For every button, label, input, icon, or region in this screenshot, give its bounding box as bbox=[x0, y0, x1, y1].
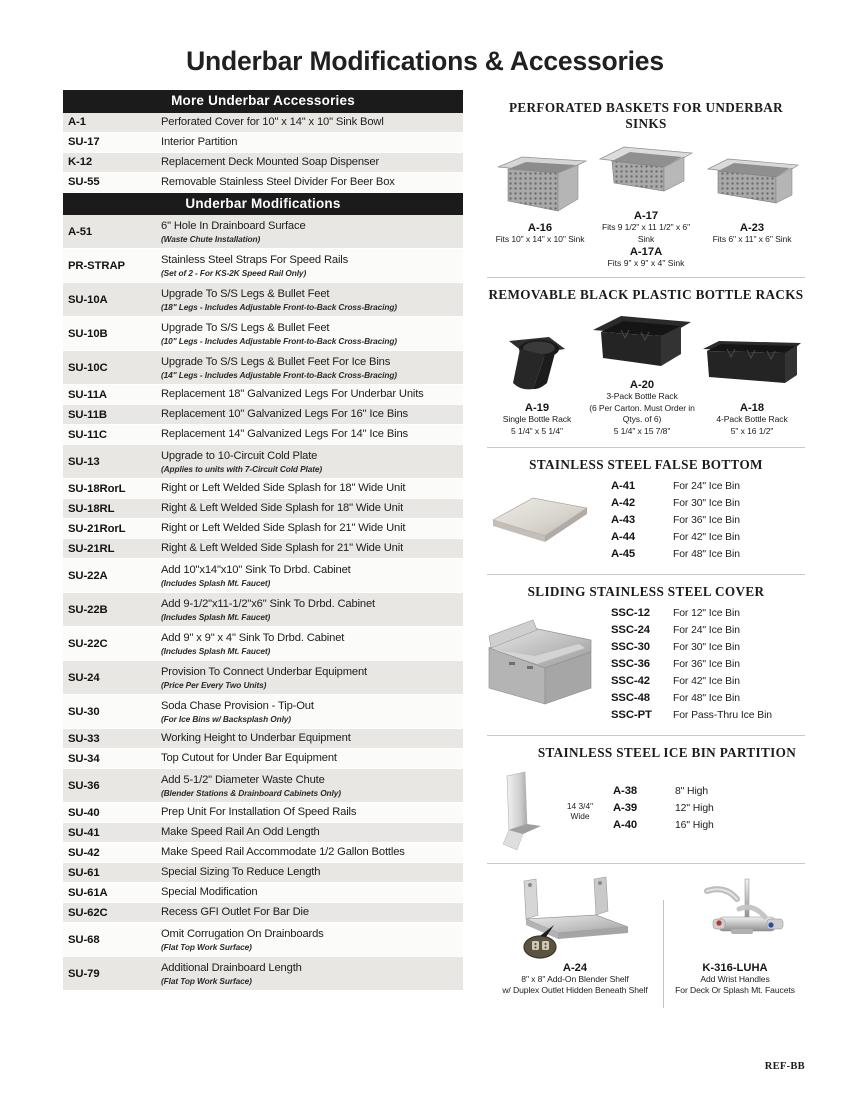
spec-description: For 36" Ice Bin bbox=[673, 658, 740, 670]
row-description bbox=[161, 825, 463, 839]
table-more-underbar-accessories bbox=[63, 90, 463, 193]
right-products-column bbox=[487, 100, 805, 997]
row-desc-main: Replacement 14" Galvanized Legs For 14" Ice Bins bbox=[161, 428, 409, 441]
spec-description: For 24" Ice Bin bbox=[673, 480, 740, 492]
row-description bbox=[161, 287, 463, 312]
table-row[interactable] bbox=[63, 843, 463, 863]
row-description bbox=[161, 449, 463, 474]
product-caption: Fits 10" x 14" x 10" Sink bbox=[495, 233, 585, 244]
false-bottom-spec-list bbox=[611, 480, 740, 565]
row-code: SU-61A bbox=[68, 886, 108, 899]
section-perforated-baskets bbox=[487, 100, 805, 268]
row-desc-main: Add 10"x14"x10" Sink To Drbd. Cabinet bbox=[161, 564, 351, 577]
row-description bbox=[161, 321, 463, 346]
spec-code: A-41 bbox=[611, 479, 636, 492]
sliding-cover-ice-bin-image bbox=[487, 618, 595, 714]
table-row[interactable] bbox=[63, 559, 463, 593]
row-desc-main: Perforated Cover for 10" x 14" x 10" Sink Bowl bbox=[161, 115, 384, 128]
product-code: A-20 bbox=[629, 379, 655, 392]
row-desc-main: Right & Left Welded Side Splash for 18" Wide Unit bbox=[161, 502, 404, 515]
row-code: PR-STRAP bbox=[68, 259, 125, 272]
row-description bbox=[161, 631, 463, 656]
table-underbar-modifications bbox=[63, 193, 463, 992]
page-title: Underbar Modifications & Accessories bbox=[186, 46, 664, 76]
row-code: SU-11A bbox=[68, 388, 107, 401]
product-caption: Fits 6" x 11" x 6" Sink bbox=[712, 233, 792, 244]
blender-shelf-image bbox=[510, 873, 640, 959]
sliding-cover-item[interactable] bbox=[611, 692, 772, 704]
row-description bbox=[161, 885, 463, 899]
spec-code: A-42 bbox=[611, 496, 636, 509]
row-desc-note: (Includes Splash Mt. Faucet) bbox=[161, 645, 271, 656]
row-desc-note: (Price Per Every Two Units) bbox=[161, 679, 267, 690]
row-desc-main: Recess GFI Outlet For Bar Die bbox=[161, 906, 309, 919]
table-row[interactable] bbox=[63, 113, 463, 133]
row-code: SU-17 bbox=[68, 136, 100, 149]
product-a23 bbox=[699, 151, 805, 246]
row-description bbox=[161, 175, 463, 189]
row-desc-main: Right or Left Welded Side Splash for 21" Wide Unit bbox=[161, 522, 406, 535]
product-a24 bbox=[487, 873, 663, 997]
spec-description: For 36" Ice Bin bbox=[673, 514, 740, 526]
row-description bbox=[161, 219, 463, 244]
spec-code: SSC-36 bbox=[611, 657, 650, 670]
spec-description: For Pass-Thru Ice Bin bbox=[673, 709, 772, 721]
row-code: SU-11B bbox=[68, 408, 107, 421]
row-code: K-12 bbox=[68, 156, 93, 169]
row-desc-main: Additional Drainboard Length bbox=[161, 962, 302, 975]
table-row[interactable] bbox=[63, 883, 463, 903]
single-bottle-rack-image bbox=[487, 333, 587, 399]
table-row[interactable] bbox=[63, 769, 463, 803]
row-desc-main: Right & Left Welded Side Splash for 21" Wide Unit bbox=[161, 542, 404, 555]
table-row[interactable] bbox=[63, 957, 463, 991]
section-title-ice-bin-partition: STAINLESS STEEL ICE BIN PARTITION bbox=[537, 744, 797, 760]
false-bottom-item[interactable] bbox=[611, 548, 740, 560]
sliding-cover-item[interactable] bbox=[611, 641, 772, 653]
section-title-bottle-racks: REMOVABLE BLACK PLASTIC BOTTLE RACKS bbox=[488, 287, 804, 303]
section-title-sliding-cover: SLIDING STAINLESS STEEL COVER bbox=[527, 583, 765, 599]
ice-bin-partition-image bbox=[487, 768, 557, 854]
table-row[interactable] bbox=[63, 539, 463, 559]
row-code: SU-41 bbox=[68, 826, 100, 839]
row-desc-main: Working Height to Underbar Equipment bbox=[161, 732, 351, 745]
row-desc-main: Upgrade To S/S Legs & Bullet Feet bbox=[161, 322, 330, 335]
row-code: SU-30 bbox=[68, 705, 100, 718]
row-code: SU-10B bbox=[68, 327, 108, 340]
false-bottom-item[interactable] bbox=[611, 514, 740, 526]
row-description bbox=[161, 253, 463, 278]
perforated-basket-a16-image bbox=[488, 151, 592, 219]
product-caption-line: 5 1/4" x 15 7/8" bbox=[613, 425, 671, 436]
row-description bbox=[161, 773, 463, 798]
row-desc-main: Prep Unit For Installation Of Speed Rails bbox=[161, 806, 357, 819]
product-code: A-16 bbox=[527, 221, 553, 234]
row-description bbox=[161, 427, 463, 441]
spec-code: A-38 bbox=[613, 785, 638, 798]
row-desc-note: (Includes Splash Mt. Faucet) bbox=[161, 577, 271, 588]
row-code: SU-61 bbox=[68, 866, 100, 879]
product-code: A-18 bbox=[739, 402, 765, 415]
spec-description: For 48" Ice Bin bbox=[673, 692, 740, 704]
table-row[interactable] bbox=[63, 425, 463, 445]
partition-item[interactable] bbox=[613, 802, 714, 814]
row-description bbox=[161, 541, 463, 555]
row-description bbox=[161, 731, 463, 745]
table-row[interactable] bbox=[63, 749, 463, 769]
row-code: SU-42 bbox=[68, 846, 100, 859]
product-caption-line: 5 1/4" x 5 1/4" bbox=[511, 425, 563, 436]
table-row[interactable] bbox=[63, 661, 463, 695]
product-caption-line: Single Bottle Rack bbox=[502, 414, 572, 425]
spec-description: For 48" Ice Bin bbox=[673, 548, 740, 560]
row-desc-main: Add 9" x 9" x 4" Sink To Drbd. Cabinet bbox=[161, 632, 345, 645]
partition-width-line2: Wide bbox=[570, 810, 590, 821]
perforated-basket-a23-image bbox=[700, 151, 804, 219]
spec-code: SSC-42 bbox=[611, 674, 650, 687]
table-row[interactable] bbox=[63, 385, 463, 405]
table-row[interactable] bbox=[63, 283, 463, 317]
row-description bbox=[161, 865, 463, 879]
sliding-cover-item[interactable] bbox=[611, 658, 772, 670]
product-caption-line: 5" x 16 1/2" bbox=[730, 425, 774, 436]
row-description bbox=[161, 115, 463, 129]
row-desc-main: Upgrade To S/S Legs & Bullet Feet For Ice Bins bbox=[161, 356, 391, 369]
footer-reference-code: REF-BB bbox=[764, 1061, 805, 1072]
product-caption-line: 4-Pack Bottle Rack bbox=[716, 414, 788, 425]
partition-item[interactable] bbox=[613, 819, 714, 831]
row-code: SU-22B bbox=[68, 603, 108, 616]
ice-bin-partition-spec-list bbox=[613, 785, 714, 836]
table-row[interactable] bbox=[63, 519, 463, 539]
row-desc-note: (For Ice Bins w/ Backsplash Only) bbox=[161, 713, 291, 724]
row-code: SU-10A bbox=[68, 293, 108, 306]
row-description bbox=[161, 905, 463, 919]
row-description bbox=[161, 563, 463, 588]
row-desc-main: Add 5-1/2" Diameter Waste Chute bbox=[161, 774, 325, 787]
row-desc-main: Make Speed Rail Accommodate 1/2 Gallon Bottles bbox=[161, 846, 405, 859]
spec-code: A-45 bbox=[611, 547, 636, 560]
row-desc-note: (Includes Splash Mt. Faucet) bbox=[161, 611, 271, 622]
spec-code: SSC-24 bbox=[611, 623, 650, 636]
row-desc-main: Special Modification bbox=[161, 886, 258, 899]
product-a20 bbox=[587, 310, 697, 437]
spec-code: A-40 bbox=[613, 819, 638, 832]
bottom-products-divider bbox=[663, 900, 664, 1008]
table-row[interactable] bbox=[63, 923, 463, 957]
section-divider bbox=[487, 574, 805, 575]
row-desc-main: Upgrade to 10-Circuit Cold Plate bbox=[161, 450, 318, 463]
product-a16 bbox=[487, 151, 593, 246]
table-row[interactable] bbox=[63, 479, 463, 499]
product-code: A-23 bbox=[739, 221, 765, 234]
section-divider bbox=[487, 863, 805, 864]
row-code: A-1 bbox=[68, 116, 86, 129]
row-description bbox=[161, 501, 463, 515]
table-row[interactable] bbox=[63, 803, 463, 823]
row-desc-main: Provision To Connect Underbar Equipment bbox=[161, 666, 368, 679]
row-desc-main: Soda Chase Provision - Tip-Out bbox=[161, 700, 314, 713]
false-bottom-item[interactable] bbox=[611, 531, 740, 543]
perforated-basket-a17-image bbox=[594, 139, 698, 207]
row-code: SU-10C bbox=[68, 361, 108, 374]
section-ice-bin-partition bbox=[487, 745, 805, 854]
product-k316luha bbox=[665, 873, 805, 997]
spec-code: SSC-PT bbox=[611, 708, 652, 721]
row-code: SU-22C bbox=[68, 637, 108, 650]
table-row[interactable] bbox=[63, 173, 463, 193]
spec-code: SSC-12 bbox=[611, 606, 650, 619]
sliding-cover-item[interactable] bbox=[611, 675, 772, 687]
row-code: SU-21RL bbox=[68, 542, 115, 555]
row-desc-main: Top Cutout for Under Bar Equipment bbox=[161, 752, 337, 765]
spec-description: 12" High bbox=[675, 803, 714, 815]
section-divider bbox=[487, 277, 805, 278]
spec-description: For 30" Ice Bin bbox=[673, 497, 740, 509]
row-desc-main: Right or Left Welded Side Splash for 18" Wide Unit bbox=[161, 482, 406, 495]
partition-item[interactable] bbox=[613, 785, 714, 797]
row-code: SU-36 bbox=[68, 779, 100, 792]
table-row[interactable] bbox=[63, 627, 463, 661]
row-description bbox=[161, 845, 463, 859]
row-description bbox=[161, 155, 463, 169]
row-description bbox=[161, 751, 463, 765]
row-code: SU-33 bbox=[68, 732, 100, 745]
section-bottle-racks bbox=[487, 287, 805, 437]
spec-description: For 42" Ice Bin bbox=[673, 531, 740, 543]
false-bottom-item[interactable] bbox=[611, 480, 740, 492]
table-row[interactable] bbox=[63, 153, 463, 173]
row-description bbox=[161, 961, 463, 986]
product-code: A-17 bbox=[633, 210, 659, 222]
product-caption-line: Add Wrist Handles bbox=[700, 973, 770, 984]
row-description bbox=[161, 481, 463, 495]
table-row[interactable] bbox=[63, 903, 463, 923]
row-desc-note: (Flat Top Work Surface) bbox=[161, 975, 252, 986]
table-row[interactable] bbox=[63, 445, 463, 479]
row-code: SU-21RorL bbox=[68, 522, 126, 535]
table-row[interactable] bbox=[63, 499, 463, 519]
table-row[interactable] bbox=[63, 351, 463, 385]
product-a17 bbox=[593, 139, 699, 245]
row-desc-main: 6" Hole In Drainboard Surface bbox=[161, 220, 306, 233]
row-desc-note: (Applies to units with 7-Circuit Cold Plate) bbox=[161, 463, 323, 474]
spec-description: 16" High bbox=[675, 820, 714, 832]
row-desc-note: (Blender Stations & Drainboard Cabinets Only) bbox=[161, 787, 341, 798]
three-pack-bottle-rack-image bbox=[587, 310, 697, 376]
spec-code: SSC-30 bbox=[611, 640, 650, 653]
product-caption-line: 8" x 8" Add-On Blender Shelf bbox=[521, 973, 629, 984]
section-sliding-cover bbox=[487, 584, 805, 726]
product-caption-line: 3-Pack Bottle Rack bbox=[606, 391, 678, 402]
row-code: SU-22A bbox=[68, 569, 108, 582]
product-a19 bbox=[487, 333, 587, 437]
section-divider bbox=[487, 735, 805, 736]
row-desc-main: Removable Stainless Steel Divider For Beer Box bbox=[161, 175, 395, 188]
table-row[interactable] bbox=[63, 405, 463, 425]
product-code: A-24 bbox=[562, 961, 588, 974]
spec-description: For 12" Ice Bin bbox=[673, 607, 740, 619]
row-code: SU-34 bbox=[68, 752, 100, 765]
row-description bbox=[161, 665, 463, 690]
spec-description: 8" High bbox=[675, 786, 709, 798]
section-false-bottom bbox=[487, 457, 805, 565]
row-code: SU-40 bbox=[68, 806, 100, 819]
table-row[interactable] bbox=[63, 695, 463, 729]
row-desc-main: Stainless Steel Straps For Speed Rails bbox=[161, 254, 349, 267]
row-code: SU-68 bbox=[68, 933, 100, 946]
product-a17a bbox=[487, 246, 805, 268]
section-divider bbox=[487, 447, 805, 448]
spec-code: SSC-48 bbox=[611, 691, 650, 704]
table-row[interactable] bbox=[63, 215, 463, 249]
row-desc-note: (14" Legs - Includes Adjustable Front-to-Back Cross-Bracing) bbox=[161, 369, 397, 380]
sliding-cover-item[interactable] bbox=[611, 607, 772, 619]
product-a18 bbox=[697, 333, 807, 437]
row-desc-main: Omit Corrugation On Drainboards bbox=[161, 928, 324, 941]
row-code: SU-18RL bbox=[68, 502, 115, 515]
table-header-modifications: Underbar Modifications bbox=[63, 193, 463, 216]
row-code: A-51 bbox=[68, 225, 93, 238]
wrist-handle-faucet-image bbox=[679, 873, 791, 959]
product-caption: Fits 9 1/2" x 11 1/2" x 6" Sink bbox=[601, 222, 691, 244]
row-code: SU-55 bbox=[68, 176, 100, 189]
spec-description: For 24" Ice Bin bbox=[673, 624, 740, 636]
table-row[interactable] bbox=[63, 823, 463, 843]
row-desc-main: Upgrade To S/S Legs & Bullet Feet bbox=[161, 288, 330, 301]
row-desc-note: (Waste Chute Installation) bbox=[161, 233, 261, 244]
table-row[interactable] bbox=[63, 863, 463, 883]
table-row[interactable] bbox=[63, 133, 463, 153]
row-desc-note: (Flat Top Work Surface) bbox=[161, 941, 252, 952]
partition-width-line1: 14 3/4" bbox=[566, 800, 594, 811]
row-description bbox=[161, 355, 463, 380]
spec-description: For 30" Ice Bin bbox=[673, 641, 740, 653]
row-description bbox=[161, 597, 463, 622]
spec-code: A-43 bbox=[611, 513, 636, 526]
product-code: K-316-LUHA bbox=[702, 961, 768, 974]
row-desc-main: Make Speed Rail An Odd Length bbox=[161, 826, 320, 839]
table-row[interactable] bbox=[63, 593, 463, 627]
row-description bbox=[161, 387, 463, 401]
row-code: SU-13 bbox=[68, 455, 100, 468]
row-desc-main: Special Sizing To Reduce Length bbox=[161, 866, 321, 879]
false-bottom-panel-image bbox=[487, 484, 595, 560]
sliding-cover-spec-list bbox=[611, 607, 772, 726]
left-tables-column bbox=[63, 90, 463, 991]
row-description bbox=[161, 521, 463, 535]
product-code: A-17A bbox=[629, 246, 663, 259]
sliding-cover-item[interactable] bbox=[611, 624, 772, 636]
false-bottom-item[interactable] bbox=[611, 497, 740, 509]
table-row[interactable] bbox=[63, 729, 463, 749]
row-description bbox=[161, 135, 463, 149]
partition-width-label bbox=[557, 801, 603, 821]
row-code: SU-62C bbox=[68, 906, 108, 919]
row-desc-main: Add 9-1/2"x11-1/2"x6" Sink To Drbd. Cabinet bbox=[161, 598, 376, 611]
sliding-cover-item[interactable] bbox=[611, 709, 772, 721]
row-code: SU-79 bbox=[68, 967, 100, 980]
row-desc-main: Replacement Deck Mounted Soap Dispenser bbox=[161, 155, 380, 168]
row-code: SU-24 bbox=[68, 671, 100, 684]
table-row[interactable] bbox=[63, 317, 463, 351]
section-bottom-products bbox=[487, 873, 805, 997]
row-desc-main: Replacement 18" Galvanized Legs For Underbar Units bbox=[161, 388, 424, 401]
table-row[interactable] bbox=[63, 249, 463, 283]
product-caption: Fits 9" x 9" x 4" Sink bbox=[607, 258, 685, 269]
row-description bbox=[161, 699, 463, 724]
section-title-baskets: PERFORATED BASKETS FOR UNDERBAR SINKS bbox=[508, 100, 784, 131]
product-caption-line: (6 Per Carton. Must Order in Qtys. of 6) bbox=[589, 402, 695, 425]
product-caption-line: For Deck Or Splash Mt. Faucets bbox=[675, 985, 795, 996]
row-description bbox=[161, 805, 463, 819]
section-title-false-bottom: STAINLESS STEEL FALSE BOTTOM bbox=[529, 456, 763, 472]
modifications-rows bbox=[63, 215, 463, 991]
spec-description: For 42" Ice Bin bbox=[673, 675, 740, 687]
four-pack-bottle-rack-image bbox=[697, 333, 807, 399]
row-description bbox=[161, 407, 463, 421]
row-desc-note: (Set of 2 - For KS-2K Speed Rail Only) bbox=[161, 267, 307, 278]
row-desc-main: Replacement 10" Galvanized Legs For 16" Ice Bins bbox=[161, 408, 409, 421]
row-code: SU-11C bbox=[68, 428, 107, 441]
row-description bbox=[161, 927, 463, 952]
row-desc-note: (18" Legs - Includes Adjustable Front-to-Back Cross-Bracing) bbox=[161, 301, 397, 312]
row-desc-main: Interior Partition bbox=[161, 135, 238, 148]
spec-code: A-44 bbox=[611, 530, 636, 543]
spec-code: A-39 bbox=[613, 802, 638, 815]
table-header-accessories: More Underbar Accessories bbox=[63, 90, 463, 113]
product-code: A-19 bbox=[524, 402, 550, 415]
row-desc-note: (10" Legs - Includes Adjustable Front-to-Back Cross-Bracing) bbox=[161, 335, 397, 346]
row-code: SU-18RorL bbox=[68, 482, 126, 495]
product-caption-line: w/ Duplex Outlet Hidden Beneath Shelf bbox=[502, 985, 648, 996]
